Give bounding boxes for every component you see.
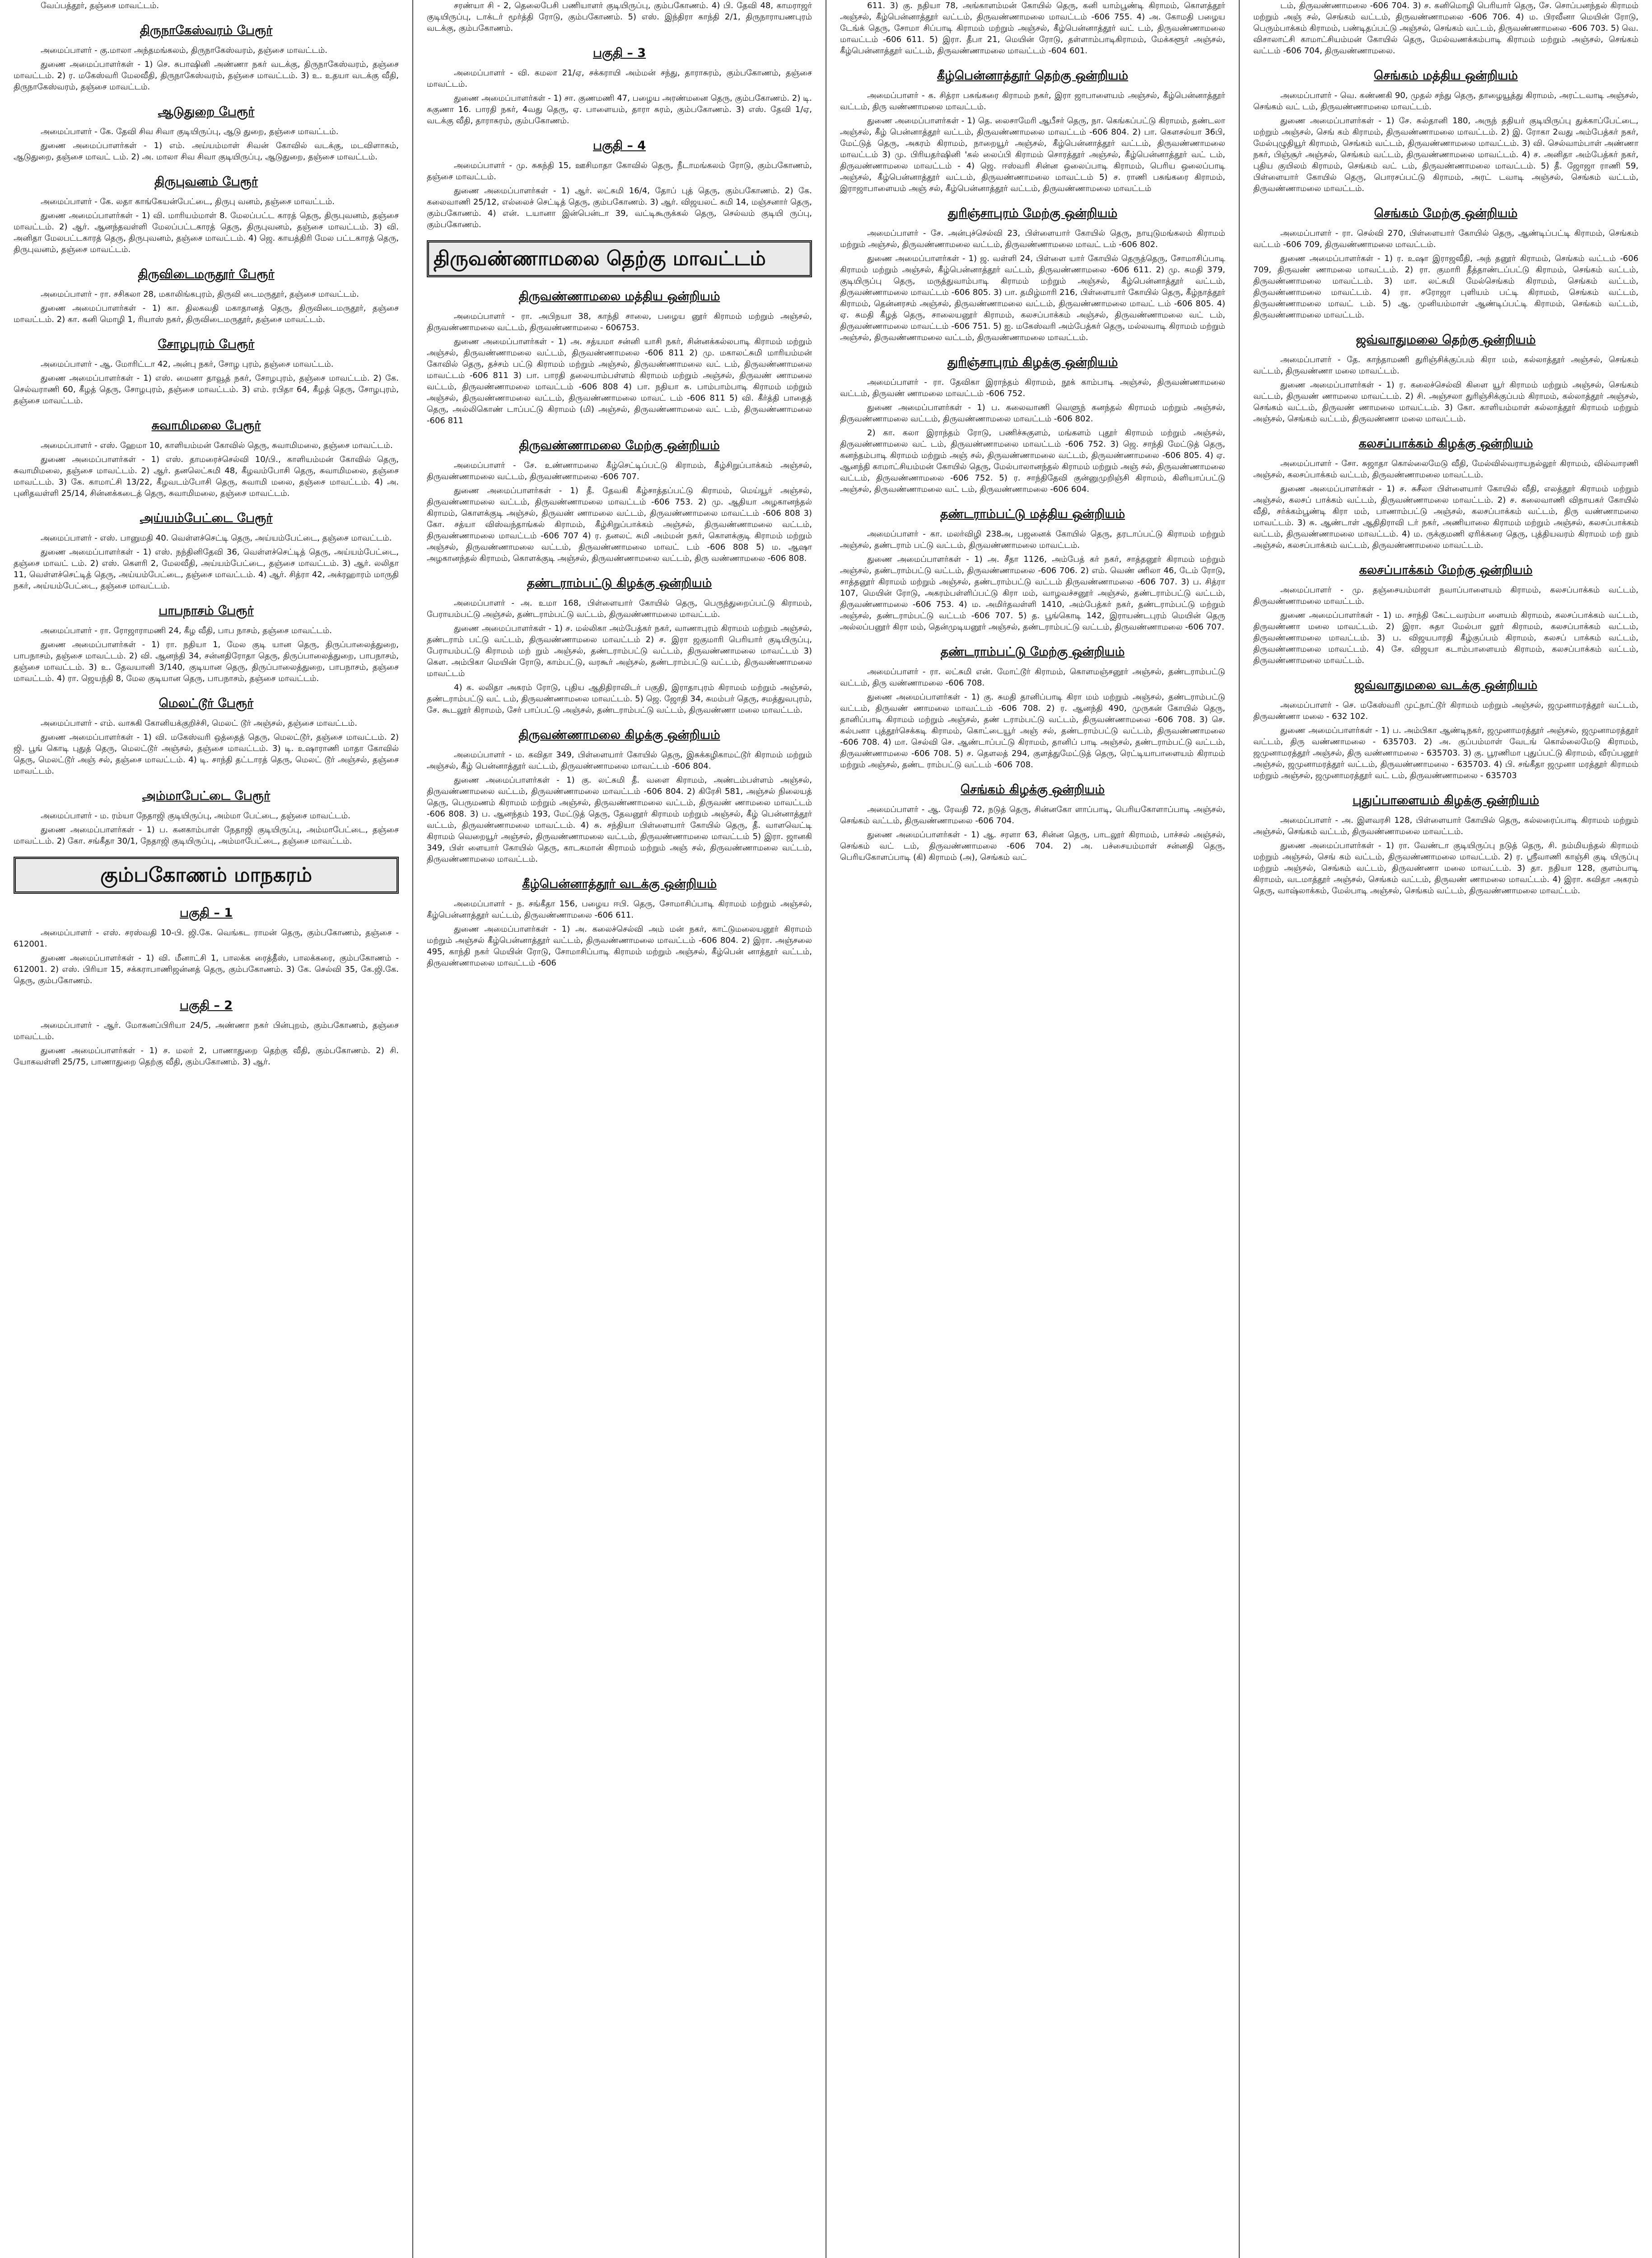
paragraph: துணை அமைப்பாளர்கள் - 1) எஸ். நந்தினிதேவி 36, வெள்ளச்செட்டித் தெரு, அய்யம்பேட்டை, தஞ்சை மாவட் டம். 2) எஸ். கௌரி 2, மேலவீதி, அய்யம்பேட்டை, தஞ்சை மாவட்டம். 3) ஆர். லலிதா 11, வெள்ளச்செட்டித் தெரு, அய்யம்பேட்டை, தஞ்சை மாவட்டம். 4) ஆர். சித்ரா 42, அக்ரஹாரம் மாருதி நகர், அய்யம்பேட்டை, தஞ்சை மாவட்டம். <box>14 547 399 591</box>
paragraph: 611. 3) கு. நதியா 78, அங்காளம்மன் கோயில் தெரு, கனி யாம்பூண்டி கிராமம், கொளத்தூர் அஞ்சல், கீழ்பென்னாத்தூர் வட்டம், திருவண்ணாமலை மாவட்டம் -606 755. 4) அ. கோமதி பழைய டேங்க் தெரு, சோமா சிப்பாடி கிராமம் மற்றும் அஞ்சல், கீழ்பென்னாத்தூர் வட் டம், திருவண்ணாமலை மாவட்டம் -606 611. 5) இரா. தீபா 21, மெயின் ரோடு, தள்ளாம்பாடிகிராமம், மேக்களூர் அஞ்சல், கீழ்பென்னாத்தூர் வட்டம், திருவண்ணாமலை மாவட்டம் -604 601. <box>840 1 1225 56</box>
paragraph: துணை அமைப்பாளர்கள் - 1) ப. கனகாம்பாள் நேதாஜி குடியிருப்பு, அம்மாபேட்டை, தஞ்சை மாவட்டம். 2) கோ. சங்கீதா 30/1, நேதாஜி குடியிருப்பு, அம்மாபேட்டை, தஞ்சை மாவட்டம். <box>14 825 399 846</box>
section-heading: புதுப்பாளையம் கிழக்கு ஒன்றியம் <box>1352 793 1540 807</box>
column-2 <box>413 0 826 2258</box>
paragraph: துணை அமைப்பாளர்கள் - 1) ஜ. வள்ளி 24, பிள்ளை யார் கோயில் தெருத்தெரு, சோமாசிப்பாடி கிராமம் மற்றும் அஞ்சல், கீழ்பென்னாத்தூர் வட்டம், திருவண்ணாமலை -606 611. 2) மு. சுமதி 379, குடியிருப்பு தெரு, மருத்துவாம்பாடி கிராமம் மற்றும் அஞ்சல், கீழ்பென்னாத்தூர் வட்டம், திருவண்ணாமலை மாவட்டம் -606 805. 3) பா. தமிழ்மாரி 216, பிள்ளையார் கோயில் தெரு, கீழ்நாத்தூர் கிராமம், தென்னரசம் அஞ்சல், திருவண்ணாமலை வட்டம், திருவண்ணாமலை மாவட் டம் -606 805. 4) ஏ. சுமதி கீழத் தெரு, சாலையனூர் கிராமம், கலசப்பாக்கம் அஞ்சல், திருவண்ணாமலை வட் டம், திருவண்ணாமலை மாவட்டம் -606 751. 5) ஐ. மகேஸ்வரி அம்பேத்கர் தெரு, மல்லவாடி கிராமம் மற்றும் அஞ்சல், திருவண்ணாமலை வட்டம், திருவண்ணாமலை மாவட்டம். <box>840 254 1225 342</box>
column-3 <box>826 0 1240 2258</box>
paragraph: துணை அமைப்பாளர்கள் - 1) வி. மகேஸ்வரி ஒத்தைத் தெரு, மெலட்டூர், தஞ்சை மாவட்டம். 2) ஜி. பூங் கொடி புதுத் தெரு, மெலட்டூர் அஞ்சல், தஞ்சை மாவட்டம். 3) டி. உஷாராணி மாதா கோவில் தெரு, மெலட்டூர் அஞ் சல், தஞ்சை மாவட்டம். 4) டி. சாந்தி தட்டாரத் தெரு, மெலட் டூர் அஞ்சல், தஞ்சை மாவட்டம். <box>14 732 399 776</box>
paragraph: அமைப்பாளர் - மு. தஞ்சையம்மாள் நவாப்பாளையம் கிராமம், கலசப்பாக்கம் வட்டம், திருவண்ணாமலை மாவட்டம். <box>1253 585 1638 606</box>
paragraph: அமைப்பாளர் - ந. சங்கீதா 156, பழைய ஈபி. தெரு, சோமாசிப்பாடி கிராமம் மற்றும் அஞ்சல், கீழ்பென்னாத்தூர் வட்டம், திருவண்ணாமலை -606 611. <box>427 899 812 920</box>
section-heading: தண்டராம்பட்டு மத்திய ஒன்றியம் <box>940 507 1125 521</box>
section-heading: கீழ்பென்னாத்தூர் தெற்கு ஒன்றியம் <box>937 69 1129 83</box>
section-heading: மெலட்டூர் பேரூர் <box>159 696 254 710</box>
paragraph: 4) க. லலிதா அகரம் ரோடு, புதிய ஆதிதிராவிடர் பகுதி, இராதாபுரம் கிராமம் மற்றும் அஞ்சல், தண்டராம்பட்டு வட் டம், திருவண்ணாமலை மாவட்டம். 5) ஜெ. ஜோதி 34, சுமம்பர் தெரு, சமத்துவபுரம், சே. கூடலூர் கிராமம், சேர் பாப்பட்டு அஞ்சல், தண்டராம்பட்டு வட்டம், திருவண்ணா மலை மாவட்டம். <box>427 683 812 715</box>
section-heading: அய்யம்பேட்டை பேரூர் <box>140 511 273 525</box>
paragraph: அமைப்பாளர் - ம. ரம்யா நேதாஜி குடியிருப்பு, அம்மா பேட்டை, தஞ்சை மாவட்டம். <box>41 811 350 821</box>
paragraph: அமைப்பாளர் - எம். வாசுகி கோனியக்குறிச்சி, மெலட் டூர் அஞ்சல், தஞ்சை மாவட்டம். <box>41 718 357 728</box>
paragraph: துணை அமைப்பாளர்கள் - 1) சா. குணமணி 47, பழைய அரண்மனை தெரு, கும்பகோணம். 2) டி. சுகுணா 16. பாரதி நகர், 4வது தெரு, ஏ. பாளையம், தாரா சுரம், கும்பகோணம். 3) எஸ். தேவி 1/ஏ, வடக்கு வீதி, தாராசுரம், கும்பகோணம். <box>427 93 812 126</box>
paragraph: துணை அமைப்பாளர்கள் - 1) ச. மல்லிகா அம்பேத்கர் நகர், வாணாபுரம் கிராமம் மற்றும் அஞ்சல், தண்டராம் பட்டு வட்டம், திருவண்ணாமலை மாவட்டம் 2) ச. இரா ஜகுமாரி பெரியார் குடியிருப்பு, பேராயம்பட்டு கிராமம் மற் றும் அஞ்சல், தண்டராம்பட்டு வட்டம், திருவண்ணாமலை மாவட்டம் 3) கௌ. அம்பிகா மெயின் ரோடு, காம்பட்டு, வரகூர் அஞ்சல், தண்டராம்பட்டு வட்டம், திருவண்ணாமலை மாவட்டம் <box>427 624 812 678</box>
section-heading: பகுதி – 2 <box>179 998 233 1012</box>
paragraph: துணை அமைப்பாளர்கள் - 1) எஸ். தாமரைச்செல்வி 10/பி., காளியம்மன் கோவில் தெரு, சுவாமிமலை, தஞ்சை மாவட்டம். 2) ஆர். தனலெட்சுமி 48, கீழவம்போசி தெரு, சுவாமிமலை, தஞ்சை மாவட்டம். 3) கே. காமாட்சி 13/22, கீழவடம்போசி தெரு, சுவாமி மலை, தஞ்சை மாவட்டம். 4) அ. புனிதவள்ளி 25/14, சின்னக்கடைத் தெரு, சுவாமிமலை, தஞ்சை மாவட்டம். <box>14 455 399 498</box>
paragraph: அமைப்பாளர் - ரா. தேவிகா இராந்தம் கிராமம், நூக் காம்பாடி அஞ்சல், திருவண்ணாமலை வட்டம், திருவண் ணாமலை மாவட்டம் -606 752. <box>840 378 1225 398</box>
paragraph: அமைப்பாளர் - தே. காந்தாமணி துரிஞ்சிக்குப்பம் கிரா மம், கல்லாத்தூர் அஞ்சல், செங்கம் வட்டம், திருவண்ணா மலை மாவட்டம். <box>1253 355 1638 376</box>
paragraph: அமைப்பாளர் - ரா. சசிகலா 28, மகாலிங்கபுரம், திருவி டைமருதூர், தஞ்சை மாவட்டம். <box>41 289 359 299</box>
section-heading: திருவண்ணாமலை கிழக்கு ஒன்றியம் <box>518 728 720 742</box>
paragraph: அமைப்பாளர் - வி. கமலா 21/ஏ, சக்கராயி அம்மன் சந்து, தாராசுரம், கும்பகோணம், தஞ்சை மாவட்டம். <box>427 68 812 89</box>
section-heading: திருபுவனம் பேரூர் <box>154 175 258 189</box>
paragraph: துணை அமைப்பாளர்கள் - 1) எஸ். மைனா தாவூத் நகர், சோழபுரம், தஞ்சை மாவட்டம். 2) கே. செல்வராணி 60, கீழத் தெரு, சோழபுரம், தஞ்சை மாவட்டம். 3) எம். ரபிதா 64, கீழத் தெரு, சோழபுரம், தஞ்சை மாவட்டம். <box>14 373 399 406</box>
paragraph: துணை அமைப்பாளர்கள் - 1) ர. கலைச்செல்வி கிளை யூர் கிராமம் மற்றும் அஞ்சல், செங்கம் வட்டம், திருவண் ணாமலை மாவட்டம். 2) சி. அஞ்சலா துரிஞ்சிக்குப்பம் கிராமம், கல்லாத்தூர் அஞ்சல், செங்கம் வட்டம், திருவண் ணாமலை மாவட்டம். 3) கோ. காளியம்மாள் கல்லாத்தூர் கிராமம் மற்றும் அஞ்சல், செங்கம் வட்டம், திருவண்ணா மலை மாவட்டம். <box>1253 380 1638 424</box>
paragraph: துணை அமைப்பாளர்கள் - 1) கு. சுமதி தானிப்பாடி கிரா மம் மற்றும் அஞ்சல், தண்டராம்பட்டு வட்டம், திருவண் ணாமலை மாவட்டம் -606 708. 2) ர. ஆனந்தி 490, முருகன் கோயில் தெரு, தானிப்பாடி கிராமம் மற்றும் அஞ்சல், தண் டராம்பட்டு வட்டம், திருவண்ணாமலை -606 708. 3) செ. கல்பனா புத்தூர்செக்கடி கிராமம், கொட்டையூர் அஞ் சல், தண்டராம்பட்டு வட்டம், திருவண்ணாமலை -606 708. 4) மா. செல்வி செ. ஆண்டாப்பட்டு கிராமம், தானிப் பாடி அஞ்சல், தண்டராம்பட்டு வட்டம், திருவண்ணாமலை -606 708. 5) ச. தௌலத் 294, குளத்துமேட்டுத் தெரு, ரெட்டியாபாளையம் கிராமம் மற்றும் அஞ்சல், தண்ட ராம்பட்டு வட்டம் -606 708. <box>840 692 1225 770</box>
section-heading: அம்மாபேட்டை பேரூர் <box>142 789 271 803</box>
paragraph: அமைப்பாளர் - எஸ். பானுமதி 40. வெள்ளச்செட்டி தெரு, அய்யம்பேட்டை, தஞ்சை மாவட்டம். <box>41 533 392 543</box>
section-heading: திருவிடைமருதூர் பேரூர் <box>138 267 275 281</box>
paragraph: துணை அமைப்பாளர்கள் - 1) தெ. லைசாமேரி ஆபீசர் தெரு, நா. கெங்கப்பட்டு கிராமம், தண்டலா அஞ்சல், கீழ் பென்னாத்தூர் வட்டம், திருவண்ணாமலை மாவட்டம் -606 804. 2) பா. கௌசல்யா 36பி, மேட்டுத் தெரு, அகரம் கிராமம், நாறையூர் அஞ்சல், கீழ்பென்னாத்தூர் வட்டம், திருவண்ணாமலை மாவட்டம் 3) மு. பிரியதர்ஷினி 'கல் லைப்பி கிராமம் சொரத்தூர் அஞ்சல், கீழ்பென்னாத்தூர் வட் டம், திருவண்ணாமலை மாவட்டம் - 4) ஜெ. ஈஸ்வரி சின்ன ஒலைப்பாடி கிராமம், பெரிய ஒலைப்பாடி அஞ்சல், கீழ்பென்னாத்தூர் வட்டம், திருவண்ணாமலை மாவட்டம் 5) ச. ராணி பசுங்கரை கிராமம், இராஜாபாளையம் அஞ் சல், கீழ்பென்னாத்தூர் வட்டம், திருவண்ணாமலை மாவட்டம் <box>840 116 1225 193</box>
paragraph: அமைப்பாளர் - எஸ். சரஸ்வதி 10-பி. ஜி.கே. வெங்கட ராமன் தெரு, கும்பகோணம், தஞ்சை - 612001. <box>14 928 399 949</box>
paragraph: வேப்பத்தூர், தஞ்சை மாவட்டம். <box>41 1 159 10</box>
paragraph: அமைப்பாளர் - வெ. கண்ணகி 90, முதல் சந்து தெரு, தாழையூத்து கிராமம், அரட்டவாடி அஞ்சல், செங்கம் வட் டம், திருவண்ணாமலை மாவட்டம். <box>1253 91 1638 112</box>
paragraph: அமைப்பாளர் - ரா. லட்சுமி என். மோட்டூர் கிராமம், கொளமஞ்சனூர் அஞ்சல், தண்டராம்பட்டு வட்டம், திரு வண்ணாமலை -606 708. <box>840 667 1225 688</box>
paragraph: துணை அமைப்பாளர்கள் - 1) எம். அய்யம்மாள் சிவன் கோவில் வடக்கு, மடவிளாகம், ஆடுதுறை, தஞ்சை மாவட் டம். 2) அ. மாலா சிவ சிவா குடியிருப்பு, ஆடுதுறை, தஞ்சை மாவட்டம். <box>14 141 399 162</box>
paragraph: துணை அமைப்பாளர்கள் - 1) செ. சுபாஷினி அண்ணா நகர் வடக்கு, திருநாகேஸ்வரம், தஞ்சை மாவட்டம். 2) ர. மகேஸ்வரி மேலவீதி, திருநாகேஸ்வரம், தஞ்சை மாவட்டம். 3) உ. உதயா வடக்கு வீதி, திருநாகேஸ்வரம், தஞ்சை மாவட்டம். <box>14 60 399 92</box>
section-heading: பகுதி – 3 <box>593 46 646 60</box>
paragraph: அமைப்பாளர் - ரா. ரோஜாராமணி 24, கீழ வீதி, பாப நாசம், தஞ்சை மாவட்டம். <box>41 626 332 635</box>
section-heading: செங்கம் மேற்கு ஒன்றியம் <box>1374 206 1518 220</box>
column-4 <box>1240 0 1652 2258</box>
paragraph: அமைப்பாளர் - கா. மலர்விழி 238அ, பஜனைக் கோயில் தெரு, தரடாப்பட்டு கிராமம் மற்றும் அஞ்சல், தண்டராம் பட்டு வட்டம், திருவண்ணாமலை மாவட்டம். <box>840 529 1225 550</box>
paragraph: அமைப்பாளர் - கே. தேவி சிவ சிவா குடியிருப்பு, ஆடு துறை, தஞ்சை மாவட்டம். <box>41 127 339 136</box>
paragraph: துணை அமைப்பாளர்கள் - 1) தீ. தேவகி கீழ்சாத்தப்பட்டு கிராமம், மெய்யூர் அஞ்சல், திருவண்ணாமலை வட்டம், திருவண்ணாமலை மாவட்டம் -606 753. 2) மு. ஆதியா அழகானந்தல் கிராமம், கொளக்குடி அஞ்சல், திருவண் ணாமலை வட்டம், திருவண்ணாமலை மாவட்டம் -606 808 3) கோ. சத்யா விஸ்வந்தாங்கல் கிராமம், கீழ்சிறுப்பாக்கம் அஞ்சல், திருவண்ணாமலை வட்டம், திருவண்ணாமலை மாவட்டம் -606 707 4) ர. தனலட் சுமி அம்மன் நகர், கொளக்குடி கிராமம் மற்றும் அஞ்சல், திருவண்ணாமலை வட்டம், திருவண்ணாமலை மாவட் டம் -606 808 5) ம. ஆஷா அழகானந்தல் கிராமம், கொளக்குடி அஞ்சல், திருவண்ணாமலை வட்டம், திரு வண்ணாமலை -606 808. <box>427 486 812 563</box>
section-heading: ஆடுதுறை பேரூர் <box>158 105 255 119</box>
paragraph: துணை அமைப்பாளர்கள் - 1) ரா. நதியா 1, மேல குடி யான தெரு, திருப்பாலைத்துறை, பாபநாசம், தஞ்சை மாவட்டம். 2) வி. ஆனந்தி 34, சன்னதிரோதா தெரு, திருப்பாலைத்துறை, பாபநாசம், தஞ்சை மாவட்டம். 3) உ. தேவயானி 3/140, குடியான தெரு, திருப்பாலைத்துறை, பாபநாசம், தஞ்சை மாவட்டம். 4) ரா. ஜெயந்தி 8, மேல குடியான தெரு, பாபநாசம், தஞ்சை மாவட்டம். <box>14 640 399 683</box>
district-banner: திருவண்ணாமலை தெற்கு மாவட்டம் <box>427 240 812 277</box>
section-heading: தண்டராம்பட்டு மேற்கு ஒன்றியம் <box>940 645 1125 659</box>
paragraph: அமைப்பாளர் - மு. சுகந்தி 15, ஊசிமாதா கோவில் தெரு, நீடாமங்கலம் ரோடு, கும்பகோணம், தஞ்சை மாவட்டம். <box>427 161 812 182</box>
paragraph: துணை அமைப்பாளர்கள் - 1) கா. திலகவதி மகாதானத் தெரு, திருவிடைமருதூர், தஞ்சை மாவட்டம். 2) கா. கனி மொழி 1, ரியாஸ் நகர், திருவிடைமருதூர், தஞ்சை மாவட்டம். <box>14 303 399 324</box>
paragraph: அமைப்பாளர் - ஆர். மோகனப்பிரியா 24/5, அண்ணா நகர் பின்புறம், கும்பகோணம், தஞ்சை மாவட்டம். <box>14 1021 399 1041</box>
paragraph: 2) கா. கலா இராந்தம் ரோடு, பணிச்சுகுளம், மங்களம் புதூர் கிராமம் மற்றும் அஞ்சல், திருவண்ணாமலை வட் டம், திருவண்ணாமலை மாவட்டம் -606 752. 3) ஜெ. சாந்தி மேட்டுத் தெரு, கனந்தம்பாடி கிராமம் மற்றும் அஞ் சல், திருவண்ணாமலை வட்டம், திருவண்ணாமலை -606 805. 4) ஏ. ஆனந்தி காமாட்சியம்மன் கோயில் தெரு, மேல்பாலானந்தல் கிராமம் மற்றும் அஞ் சல், திருவண்ணாமலை வட்டம், திருவண்ணாமலை -606 752. 5) ர. சாந்திதேவி குன்னுமுறிஞ்சி கிராமம், கிளியாப்பட்டு அஞ்சல், திருவண்ணாமலை வட் டம், திருவண்ணாமலை -606 604. <box>840 428 1225 494</box>
paragraph: அமைப்பாளர் - கே. லதா காங்கேயன்பேட்டை, திருபு வனம், தஞ்சை மாவட்டம். <box>41 197 335 206</box>
section-heading: பகுதி – 4 <box>593 139 646 153</box>
column-1 <box>0 0 413 2258</box>
paragraph: துணை அமைப்பாளர்கள் - 1) ம. சாந்தி கேட்டவரம்பா ளையம் கிராமம், கலசப்பாக்கம் வட்டம், திருவண்ணா மலை மாவட்டம். 2) இரா. சுதா மேல்பா லூர் கிராமம், கலசப்பாக்கம் வட்டம், திருவண்ணாமலை மாவட்டம். 3) ப. விஜயபாரதி கீழ்குப்பம் கிராமம், கலசப் பாக்கம் வட்டம், திருவண்ணாமலை மாவட்டம். 4) சே. விஜயா கடாம்பாளையம் கிராமம், கலசப்பாக்கம் வட்டம், திருவண்ணாமலை மாவட்டம். <box>1253 611 1638 665</box>
paragraph: துணை அமைப்பாளர்கள் - 1) சே. சுல்தானி 180, அருந் ததியர் குடியிருப்பு துக்காப்பேட்டை, மற்றும் அஞ்சல், செங் கம் கிராமம், திருவண்ணாமலை மாவட்டம். 2) இ. ரோகா 2வது அம்பேத்கர் நகர், மேல்புழுதியூர் கிராமம், செங்கம் வட்டம், திருவண்ணாமலை மாவட்டம். 3) வி. செல்வாம்பாள் அண்ணா நகர், பிஞ்சூர் அஞ்சல், செங்கம் வட்டம், திருவண்ணாமலை மாவட்டம். 4) ச. அனிதா அம்பேத்கர் நகர், புதிய குயிலம் கிராமம், செங்கம் வட் டம், திருவண்ணாமலை மாவட்டம். 5) தீ. ஜோஜா ராணி 59, பிள்ளையார் கோயில் தெரு, பொரசப்பட்டு கிராமம், அரட் டவாடி அஞ்சல், செங்கம் வட்டம், திருவண்ணாமலை மாவட்டம். <box>1253 116 1638 193</box>
paragraph: துணை அமைப்பாளர்கள் - 1) அ. சத்யமா சன்னி யாசி நகர், சின்னக்கல்லபாடி கிராமம் மற்றும் அஞ்சல், திருவண்ணாமலை வட்டம், திருவண்ணாமலை -606 811 2) மு. மகாலட்சுமி மாரியம்மன் கோவில் தெரு, தச்சம் பட்டு கிராமம் மற்றும் அஞ்சல், திருவண்ணாமலை வட் டம், திருவண்ணாமலை மாவட்டம் -606 811 3) பா. பாரதி தலையாம்பள்ளம் கிராமம் மற்றும் அஞ்சல், திருவண் ணாமலை வட்டம், திருவண்ணாமலை மாவட்டம் -606 808 4) பா. நதியா சு. பாம்பாம்பாடி கிராமம் மற்றும் அஞ்சல், திருவண்ணாமலை வட்டம், திருவண்ணாமலை மாவட் டம் -606 811 5) வி. கீர்த்தி பாதைத் தெரு, அல்லிகொண் டாப்பட்டு கிராமம் (மி) அஞ்சல், திருவண்ணாமலை வட் டம், திருவண்ணாமலை -606 811 <box>427 337 812 425</box>
section-heading: சோழபுரம் பேரூர் <box>158 337 255 351</box>
section-heading: ஜவ்வாதுமலை வடக்கு ஒன்றியம் <box>1354 678 1538 692</box>
section-heading: சுவாமிமலை பேரூர் <box>151 419 261 433</box>
paragraph: துணை அமைப்பாளர்கள் - 1) அ. சீதா 1126, அம்பேத் கர் நகர், சாத்தனூர் கிராமம் மற்றும் அஞ்சல், தண்டராம்பட்டு வட்டம், திருவண்ணாமலை -606 706. 2) எம். வெண் ணிலா 46, டேம் ரோடு, சாத்தனூர் கிராமம் மற்றும் அஞ்சல், தண்டராம்பட்டு வட்டம் திருவண்ணாமலை -606 707. 3) ப. சித்ரா 107, மெயின் ரோடு, அகரம்பள்ளிப்பட்டு கிரா மம், வாழவச்சனூர் அஞ்சல், தண்டராம்பட்டு வட்டம், திருவண்ணாமலை -606 753. 4) ம. அமிர்தவள்ளி 1410, அம்பேத்கர் நகர், தண்டராம்பட்டு மற்றும் அஞ்சல், தண்டராம்பட்டு வட்டம் -606 707. 5) த. பூங்கொடி 142, இராயண்டபுரம் மெயின் தெரு அல்லப்பனூர் கிரா மம், தென்முடியனூர் அஞ்சல், தண்டராம்பட்டு வட்டம், திருவண்ணாமலை -606 707. <box>840 555 1225 632</box>
section-heading: கலசப்பாக்கம் மேற்கு ஒன்றியம் <box>1359 563 1533 577</box>
paragraph: அமைப்பாளர் - க. சித்ரா பசுங்கரை கிராமம் நகர், இரா ஜாபாளையம் அஞ்சல், கீழ்பென்னாத்தூர் வட்டம், திரு வண்ணாமலை மாவட்டம். <box>840 91 1225 112</box>
paragraph: துணை அமைப்பாளர்கள் - 1) அ. கலைச்செல்வி அம் மன் நகர், காட்டுமலையனூர் கிராமம் மற்றும் அஞ்சல் கீழ்பென்னாத்தூர் வட்டம், திருவண்ணாமலை மாவட்டம் -606 804. 2) இரா. அஞ்சலை 495, காந்தி நகர் மெயின் ரோடு, சோமாசிப்பாடி கிராமம் மற்றும் அஞ்சல், கீழ்பென் னாத்தூர் வட்டம், திருவண்ணாமலை மாவட்டம் -606 <box>427 924 812 968</box>
paragraph: அமைப்பாளர் - சோ. சுஜாதா கொல்லைமேடு வீதி, மேல்வில்வராயநல்லூர் கிராமம், வில்வாரணி அஞ்சல், கலசப்பாக்கம் வட்டம், திருவண்ணாமலை மாவட்டம். <box>1253 459 1638 480</box>
section-heading: பாபநாசம் பேரூர் <box>159 604 254 618</box>
section-heading: தண்டராம்பட்டு கிழக்கு ஒன்றியம் <box>527 576 712 590</box>
paragraph: அமைப்பாளர் - சே. உண்ணாமலை கீழ்செட்டிப்பட்டு கிராமம், கீழ்சிறுப்பாக்கம் அஞ்சல், திருவண்ணாமலை வட்டம், திருவண்ணாமலை -606 707. <box>427 461 812 481</box>
section-heading: திருவண்ணாமலை மேற்கு ஒன்றியம் <box>519 439 720 453</box>
paragraph: துணை அமைப்பாளர்கள் - 1) ச. சுசீலா பிள்ளையார் கோயில் வீதி, எலத்தூர் கிராமம் மற்றும் அஞ்சல், கலசப் பாக்கம் வட்டம், திருவண்ணாமலை மாவட்டம். 2) ச. கலைவாணி விநாயகர் கோயில் வீதி, சர்க்கம்பூண்டி கிரா மம், பாணாம்பட்டு அஞ்சல், கலசப்பாக்கம் வட்டம், திரு வண்ணாமலை மாவட்டம். 3) சு. ஆண்டாள் ஆதிதிராவி டர் நகர், அணியாலை கிராமம் மற்றும் அஞ்சல், கலசப்பாக்கம் வட்டம், திருவண்ணாமலை மாவட்டம். 4) ம. ருக்குமணி ஏரிக்கரை தெரு, புத்தியவரம் கிராமம் மற் றும் அஞ்சல், கலசப்பாக்கம் வட்டம், திருவண்ணாமலை மாவட்டம். <box>1253 484 1638 550</box>
paragraph: அமைப்பாளர் - ஆ. ரேவதி 72, நடுத் தெரு, சின்னகோ ளாப்பாடி, பெரியகோளாப்பாடி அஞ்சல், செங்கம் வட்டம், திருவண்ணாமலை -606 704. <box>840 805 1225 826</box>
paragraph: துணை அமைப்பாளர்கள் - 1) ஆர். லட்சுமி 16/4, தோப் புத் தெரு, கும்பகோணம். 2) கே. கலைவாணி 25/12, எல்லைச் செட்டித் தெரு, கும்பகோணம். 3) ஆர். விஜயலட் சுமி 14, மஞ்சனார் தெரு, கும்பகோணம். 4) என். டயானா இன்பென்டா 39, வட்டிகூருக்கல் தெரு, செல்வம் குடியி ருப்பு, கும்பகோணம். <box>427 186 812 229</box>
section-heading: ஜவ்வாதுமலை தெற்கு ஒன்றியம் <box>1356 333 1536 347</box>
district-banner: கும்பகோணம் மாநகரம் <box>14 857 399 894</box>
paragraph: அமைப்பாளர் - ரா. அபிநயா 38, காந்தி சாலை, பழைய னூர் கிராமம் மற்றும் அஞ்சல், திருவண்ணாமலை வட்டம், திருவண்ணாமலை - 606753. <box>427 312 812 332</box>
paragraph: துணை அமைப்பாளர்கள் - 1) ப. அம்பிகா ஆண்டிநகர், ஜமுனாமரத்தூர் அஞ்சல், ஜமுனாமரத்தூர் வட்டம், திரு வண்ணாமலை - 635703. 2) அ. குப்பம்மாள் வேடங் கொல்லைமேடு கிராமம், ஜமுனாமரத்தூர் அஞ்சல், திரு வண்ணாமலை - 635703. 3) கு. பூரணிமா புதுப்பட்டு கிராமம், வீரப்பனூர் அஞ்சல், ஜமுனாமரத்தூர் வட்டம், திருவண்ணாமலை - 635703. 4) பி. சங்கீதா ஜமுனா மரத்தூர் கிராமம் மற்றும் அஞ்சல், ஜமுனாமரத்தூர் வட் டம், திருவண்ணாமலை - 635703 <box>1253 726 1638 780</box>
paragraph: அமைப்பாளர் - அ. இளவரசி 128, பிள்ளையார் கோயில் தெரு, கல்லரைப்பாடி கிராமம் மற்றும் அஞ்சல், செங்கம் வட்டம், திருவண்ணாமலை மாவட்டம். <box>1253 816 1638 836</box>
paragraph: அமைப்பாளர் - ஆ. மோரிட்டா 42, அன்பு நகர், சோழ புரம், தஞ்சை மாவட்டம். <box>41 359 334 369</box>
section-heading: துரிஞ்சாபுரம் மேற்கு ஒன்றியம் <box>947 206 1118 220</box>
section-heading: கீழ்பென்னாத்தூர் வடக்கு ஒன்றியம் <box>522 877 717 891</box>
paragraph: சரண்யா சி - 2, தெலைபேசி பணியாளர் குடியிருப்பு, கும்பகோணம். 4) பி. தேவி 48, காமராஜர் குடியிருப்பு, டாக்டர் மூர்த்தி ரோடு, கும்பகோணம். 5) எஸ். இந்திரா காந்தி 2/1, திருநாராயணபுரம் வடக்கு, கும்பகோணம். <box>427 1 812 33</box>
paragraph: அமைப்பாளர் - அ. உமா 168, பிள்ளையார் கோயில் தெரு, பெருந்துறைப்பட்டு கிராமம், பேராயம்பட்டு அஞ்சல், தண்டராம்பட்டு வட்டம், திருவண்ணாமலை மாவட்டம். <box>427 598 812 619</box>
paragraph: துணை அமைப்பாளர்கள் - 1) வி. மீனாட்சி 1, பாலக்க ரைத்தீஸ், பாலக்கரை, கும்பகோணம் - 612001. 2) எஸ். பிரியா 15, சக்கராபாணிஜன்னத் தெரு, கும்பகோணம். 3) கே. செல்வி 35, கே.ஜி.கே. தெரு, கும்பகோணம். <box>14 953 399 985</box>
paragraph: அமைப்பாளர் - எஸ். ஹேமா 10, காளியம்மன் கோவில் தெரு, சுவாமிமலை, தஞ்சை மாவட்டம். <box>41 441 393 450</box>
paragraph: டம், திருவண்ணாமலை -606 704. 3) ச. கனிமொழி பெரியார் தெரு, சே. சொப்பனந்தல் கிராமம் மற்றும் அஞ் சல், செங்கம் வட்டம், திருவண்ணாமலை -606 706. 4) ம. பிரவீனா மெயின் ரோடு, பெரும்பாக்கம் கிராமம், பண்டிதப்பட்டு அஞ்சல், செங்கம் வட்டம், திருவண்ணாமலை -606 703. 5) வெ. விசாலாட்சி காமாட்சியம்மன் கோயில் தெரு, மேல்வணக்கம்பாடி கிராமம் மற்றும் அஞ்சல், செங்கம் வட்டம் -606 704, திருவண்ணாமலை. <box>1253 1 1638 56</box>
paragraph: துணை அமைப்பாளர்கள் - 1) ப. கலைவாணி வெளுந் கனந்தல் கிராமம் மற்றும் அஞ்சல், திருவண்ணாமலை வட்டம், திருவண்ணாமலை மாவட்டம் -606 802. <box>840 403 1225 424</box>
paragraph: அமைப்பாளர் - ரா. செல்வி 270, பிள்ளையார் கோயில் தெரு, ஆண்டிப்பட்டி கிராமம், செங்கம் வட்டம் -606 709, திருவண்ணாமலை மாவட்டம். <box>1253 229 1638 249</box>
section-heading: திருவண்ணாமலை மத்திய ஒன்றியம் <box>518 289 720 303</box>
paragraph: அமைப்பாளர் - சே. அன்புச்செல்வி 23, பிள்ளையார் கோயில் தெரு, நாயுடுமங்கலம் கிராமம் மற்றும் அஞ்சல், திருவண்ணாமலை வட்டம், திருவண்ணாமலை மாவட் டம் -606 802. <box>840 229 1225 249</box>
paragraph: துணை அமைப்பாளர்கள் - 1) கு. லட்சுமி தீ. வளை கிராமம், அண்டம்பள்ளம் அஞ்சல், திருவண்ணாமலை வட்டம், திருவண்ணாமலை மாவட்டம் -606 804. 2) கிரேசி 581, அஞ்சல் நிலையத் தெரு, பெருமணம் கிராமம் மற்றும் அஞ்சல், திருவண்ணாமலை வட்டம், திருவண் ணாமலை மாவட்டம் -606 808. 3) ப. ஆனந்தம் 193, மேட்டுத் தெரு, தேவனூர் கிராமம் மற்றும் அஞ்சல், கீழ் பென்னாத்தூர் வட்டம், திருவண்ணாமலை மாவட்டம். 4) சு. சந்தியா பிள்ளையார் கோயில் தெரு, தீ. வாளவெட்டி கிராமம் வெறையூர் அஞ்சல், திருவண்ணாமலை வட்டம், திருவண்ணாமலை மாவட்டம் 5) இரா. ஜானகி 349, பிள் ளையார் கோயில் தெரு, காடகமான் கிராமம் மற்றும் அஞ் சல், திருவண்ணாமலை வட்டம், திருவண்ணாமலை மாவட்டம். <box>427 775 812 864</box>
paragraph: அமைப்பாளர் - கு.மாலா அந்தமங்கலம், திருநாகேஸ்வரம், தஞ்சை மாவட்டம். <box>41 46 328 55</box>
paragraph: துணை அமைப்பாளர்கள் - 1) ரா. வேண்டா குடியிருப்பு நடுத் தெரு, சி. நம்மியந்தல் கிராமம் மற்றும் அஞ்சல், செங் கம் வட்டம், திருவண்ணாமலை மாவட்டம். 2) ர. ஸ்ரீவாணி காஞ்சி குடி யிருப்பு மற்றும் அஞ்சல், செங்கம் வட்டம், திருவண்ணா மலை மாவட்டம். 3) தா. நதியா 128, குளம்பாடி கிராமம், வடமாத்தூர் அஞ்சல், செங்கம் வட்டம், திருவண் ணாமலை மாவட்டம். 4) இரா. கவிதா அகரம் தெரு, வாஷ்லாக்கம், மேல்பாடி அஞ்சல், செங்கம் வட்டம், திருவண்ணாமலை மாவட்டம். <box>1253 841 1638 896</box>
section-heading: செங்கம் மத்திய ஒன்றியம் <box>1374 69 1518 83</box>
paragraph: துணை அமைப்பாளர்கள் - 1) ச. மலர் 2, பாணாதுறை தெற்கு வீதி, கும்பகோணம். 2) சி. யோகவள்ளி 25/75, பாணாதுறை தெற்கு வீதி, கும்பகோணம். 3) ஆர். <box>14 1046 399 1067</box>
paragraph: துணை அமைப்பாளர்கள் - 1) ர. உஷா இராஜவீதி, அந் தனூர் கிராமம், செங்கம் வட்டம் -606 709, திருவண் ணாமலை மாவட்டம். 2) ரா. குமாரி தீத்தாண்டப்பட்டு கிராமம், செங்கம் வட்டம், திருவண்ணாமலை மாவட்டம். 3) மா. லட்சுமி மேல்செங்கம் கிராமம், செங்கம் வட்டம், திருவண்ணாமலை மாவட்டம். 4) ரா. சரோஜா புளியம் பட்டி கிராமம், செங்கம் வட்டம், திருவண்ணாமலை மாவட் டம். 5) ஆ. முனியம்மாள் ஆண்டிப்பட்டி கிராமம், செங்கம் வட்டம், திருவண்ணாமலை மாவட்டம். <box>1253 254 1638 320</box>
paragraph: துணை அமைப்பாளர்கள் - 1) ஆ. சரளா 63, சின்ன தெரு, பாடலூர் கிராமம், பாச்சல் அஞ்சல், செங்கம் வட் டம், திருவண்ணாமலை -606 704. 2) அ. பச்சையம்மாள் சன்னதி தெரு, பெரியகோளப்பாடி (கி) கிராமம் (அ), செங்கம் வட் <box>840 830 1225 862</box>
paragraph: துணை அமைப்பாளர்கள் - 1) வி. மாரியம்மாள் 8. மேலப்பட்ட காரத் தெரு, திருபுவனம், தஞ்சை மாவட்டம். 2) ஆர். ஆனந்தவள்ளி மேலப்பட்டகாரத் தெரு, திருபுவனம், தஞ்சை மாவட்டம். 3) வி. அனிதா மேலபட்டகாரத் தெரு, திருபுவனம், தஞ்சை மாவட்டம். 4) ஜெ. காயத்திரி மேல பட்டகாரத் தெரு, திருபுவனம், தஞ்சை மாவட்டம். <box>14 211 399 254</box>
paragraph: அமைப்பாளர் - ம. கவிதா 349, பிள்ளையார் கோயில் தெரு, இசுக்கழிகாமட்டூர் கிராமம் மற்றும் அஞ்சல், கீழ் பென்னாத்தூர் வட்டம், திருவண்ணாமலை மாவட்டம் -606 804. <box>427 750 812 771</box>
section-heading: கலசப்பாக்கம் கிழக்கு ஒன்றியம் <box>1358 437 1533 451</box>
section-heading: பகுதி – 1 <box>179 906 233 920</box>
section-heading: திருநாகேஸ்வரம் பேரூர் <box>140 23 273 37</box>
section-heading: துரிஞ்சாபுரம் கிழக்கு ஒன்றியம் <box>947 355 1118 369</box>
section-heading: செங்கம் கிழக்கு ஒன்றியம் <box>960 783 1105 797</box>
paragraph: அமைப்பாளர் - செ. மகேஸ்வரி முட்நாட்டூர் கிராமம் மற்றும் அஞ்சல், ஜமுனாமரத்தூர் வட்டம், திருவண்ணா மலை - 632 102. <box>1253 700 1638 721</box>
